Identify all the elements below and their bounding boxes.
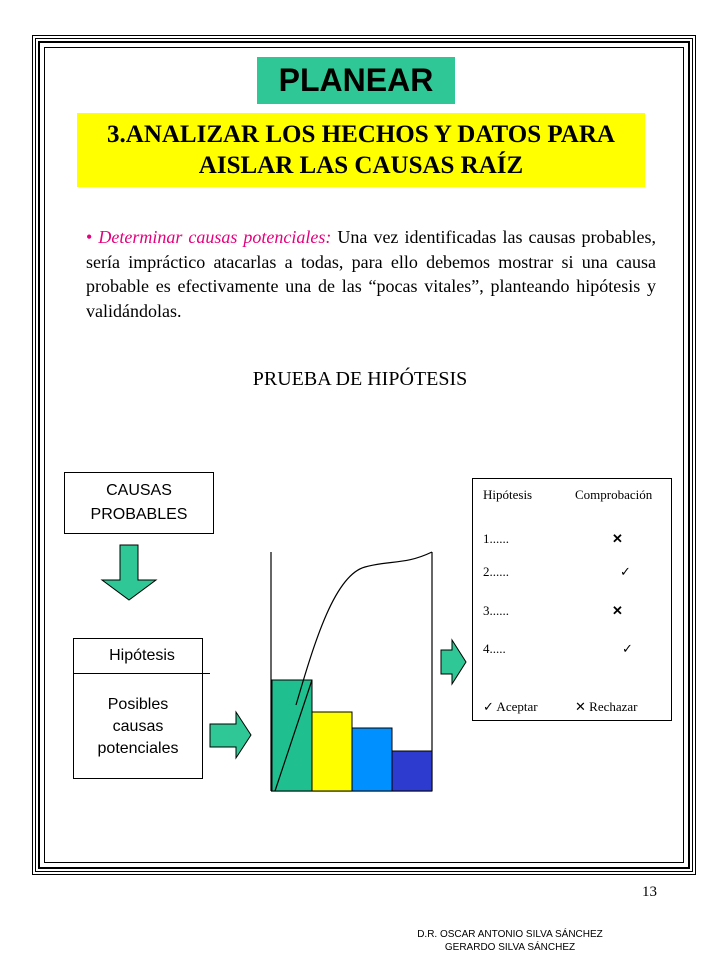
- posibles-line3: potenciales: [97, 740, 179, 757]
- row-label: 3......: [483, 603, 509, 618]
- accept-legend: ✓ Aceptar: [483, 699, 538, 714]
- section-title: PLANEAR: [257, 57, 455, 104]
- author-line2: GERARDO SILVA SÁNCHEZ: [444, 942, 576, 953]
- diagram-title: PRUEBA DE HIPÓTESIS: [252, 368, 468, 390]
- reject-legend: ✕ Rechazar: [575, 699, 638, 714]
- page-number: 13: [642, 884, 657, 900]
- check-mark-icon: ✓: [620, 564, 631, 579]
- row-label: 1......: [483, 531, 509, 546]
- check-mark-icon: ✓: [622, 641, 633, 656]
- author-line1: D.R. OSCAR ANTONIO SILVA SÁNCHEZ: [417, 929, 603, 940]
- hypothesis-table: [472, 478, 672, 721]
- posibles-line1: Posibles: [107, 696, 169, 713]
- author-credits: [360, 928, 660, 954]
- row-label: 2......: [483, 564, 509, 579]
- body-text: Una vez identificadas las causas probables, sería impráctico atacarlas a todas, para ello debemos mostrar si una causa probable es efectivamente una de las “pocas vitales”, planteando hipótesis y validándolas.: [86, 227, 656, 321]
- step-title-line1: 3.ANALIZAR LOS HECHOS Y DATOS PARA: [107, 121, 615, 148]
- pareto-bar-3: [352, 728, 392, 791]
- right-arrow-icon: [210, 712, 251, 758]
- pareto-bar-4: [392, 751, 432, 791]
- hipotesis-header: Hipótesis: [74, 639, 210, 674]
- pareto-bar-2: [312, 712, 352, 791]
- step-title-line2: AISLAR LAS CAUSAS RAÍZ: [198, 152, 524, 179]
- row-label: 4.....: [483, 641, 506, 656]
- posibles-line2: causas: [112, 718, 164, 735]
- down-arrow-icon: [102, 545, 156, 600]
- right-arrow-icon-2: [441, 640, 466, 684]
- lead-phrase: Determinar causas potenciales:: [98, 227, 338, 247]
- causas-line2: PROBABLES: [90, 506, 188, 523]
- cross-mark-icon: ✕: [612, 531, 623, 546]
- col-hipotesis: Hipótesis: [483, 487, 533, 502]
- cross-mark-icon: ✕: [612, 603, 623, 618]
- col-comprobacion: Comprobación: [575, 487, 653, 502]
- causas-line1: CAUSAS: [106, 482, 172, 499]
- pareto-cumulative-curve: [296, 552, 432, 705]
- bullet-glyph: •: [86, 227, 99, 247]
